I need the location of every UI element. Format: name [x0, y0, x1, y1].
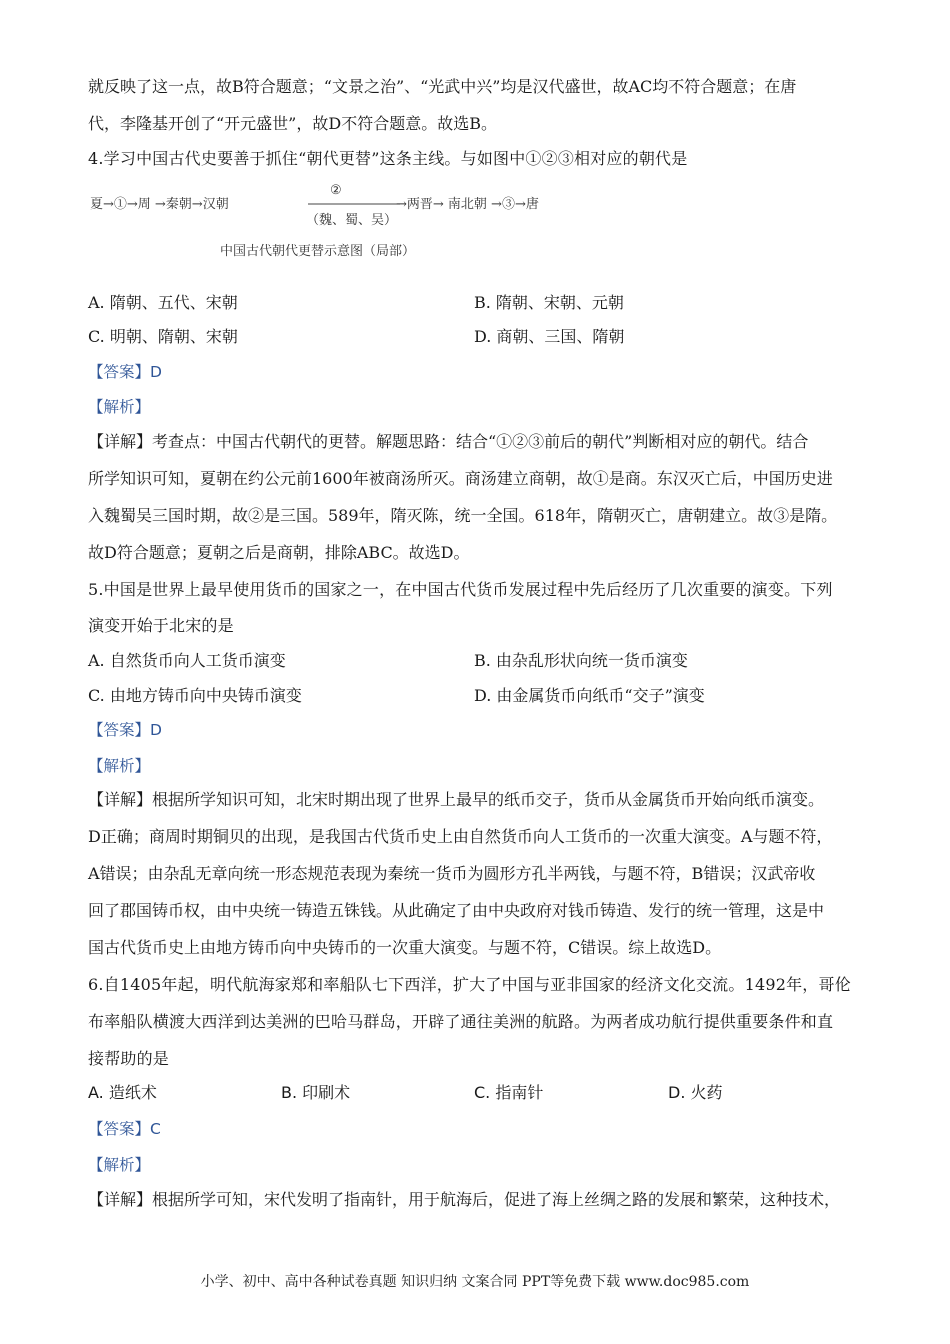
detail-line: A错误；由杂乱无章向统一形态规范表现为秦统一货币为圆形方孔半两钱，与题不符，B错误；汉武帝收 — [88, 864, 816, 883]
analysis-label: 【解析】 — [88, 398, 151, 416]
option-b: B. 隋朝、宋朝、元朝 — [474, 293, 624, 312]
question-6-stem: 布率船队横渡大西洋到达美洲的巴哈马群岛，开辟了通往美洲的航路。为两者成功航行提供重要条件和直 — [88, 1012, 834, 1031]
question-6-stem: 6.自1405年起，明代航海家郑和率船队七下西洋，扩大了中国与亚非国家的经济文化交流。1492年，哥伦 — [88, 975, 851, 994]
option-c: C. 明朝、隋朝、宋朝 — [88, 327, 238, 346]
diagram-caption: 中国古代朝代更替示意图（局部） — [220, 244, 416, 259]
dynasty-timeline-diagram — [90, 180, 630, 264]
answer-label: 【答案】D — [88, 363, 162, 381]
option-b: B. 由杂乱形状向统一货币演变 — [474, 651, 688, 670]
question-4-stem: 4.学习中国古代史要善于抓住“朝代更替”这条主线。与如图中①②③相对应的朝代是 — [88, 149, 688, 168]
option-a: A. 造纸术 — [88, 1083, 157, 1102]
text-line: 就反映了这一点，故B符合题意；“文景之治”、“光武中兴”均是汉代盛世，故AC均不符合题意；在唐 — [88, 77, 797, 96]
detail-line: 【详解】根据所学知识可知，北宋时期出现了世界上最早的纸币交子，货币从金属货币开始向纸币演变。 — [88, 790, 825, 809]
detail-line: 【详解】根据所学可知，宋代发明了指南针，用于航海后，促进了海上丝绸之路的发展和繁荣，这种技术， — [88, 1190, 841, 1209]
option-a: A. 隋朝、五代、宋朝 — [88, 293, 238, 312]
diagram-sequence-right: →两晋→ 南北朝 →③→唐 — [396, 197, 539, 212]
detail-line: 所学知识可知，夏朝在约公元前1600年被商汤所灭。商汤建立商朝，故①是商。东汉灭亡后，中国历史进 — [88, 469, 833, 488]
option-a: A. 自然货币向人工货币演变 — [88, 651, 286, 670]
detail-line: 国古代货币史上由地方铸币向中央铸币的一次重大演变。与题不符，C错误。综上故选D。 — [88, 938, 722, 957]
option-c: C. 由地方铸币向中央铸币演变 — [88, 686, 302, 705]
detail-line: 故D符合题意；夏朝之后是商朝，排除ABC。故选D。 — [88, 543, 470, 562]
text-line: 代，李隆基开创了“开元盛世”，故D不符合题意。故选B。 — [88, 114, 497, 133]
detail-line: D正确；商周时期铜贝的出现，是我国古代货币史上由自然货币向人工货币的一次重大演变。A与题不符， — [88, 827, 833, 846]
option-b: B. 印刷术 — [281, 1083, 351, 1102]
option-d: D. 商朝、三国、隋朝 — [474, 327, 625, 346]
question-5-stem: 演变开始于北宋的是 — [88, 616, 234, 635]
option-c: C. 指南针 — [474, 1083, 544, 1102]
diagram-sequence-left: 夏→①→周 →秦朝→汉朝 — [90, 197, 229, 212]
analysis-label: 【解析】 — [88, 1156, 151, 1174]
answer-label: 【答案】D — [88, 721, 162, 739]
option-d: D. 由金属货币向纸币“交子”演变 — [474, 686, 705, 705]
detail-line: 【详解】考查点：中国古代朝代的更替。解题思路：结合“①②③前后的朝代”判断相对应的朝代。结合 — [88, 432, 809, 451]
answer-label: 【答案】C — [88, 1120, 161, 1138]
page-footer: 小学、初中、高中各种试卷真题 知识归纳 文案合同 PPT等免费下载 www.doc985.com — [200, 1274, 750, 1290]
analysis-label: 【解析】 — [88, 757, 151, 775]
diagram-parenthetical: （魏、蜀、吴） — [306, 213, 398, 228]
option-d: D. 火药 — [668, 1083, 723, 1102]
detail-line: 回了郡国铸币权，由中央统一铸造五铢钱。从此确定了由中央政府对钱币铸造、发行的统一管理，这是中 — [88, 901, 825, 920]
diagram-circle-2: ② — [330, 183, 342, 198]
question-6-stem: 接帮助的是 — [88, 1049, 170, 1068]
question-5-stem: 5.中国是世界上最早使用货币的国家之一，在中国古代货币发展过程中先后经历了几次重要的演变。下列 — [88, 580, 833, 599]
detail-line: 入魏蜀吴三国时期，故②是三国。589年，隋灭陈，统一全国。618年，隋朝灭亡，唐朝建立。故③是隋。 — [88, 506, 838, 525]
